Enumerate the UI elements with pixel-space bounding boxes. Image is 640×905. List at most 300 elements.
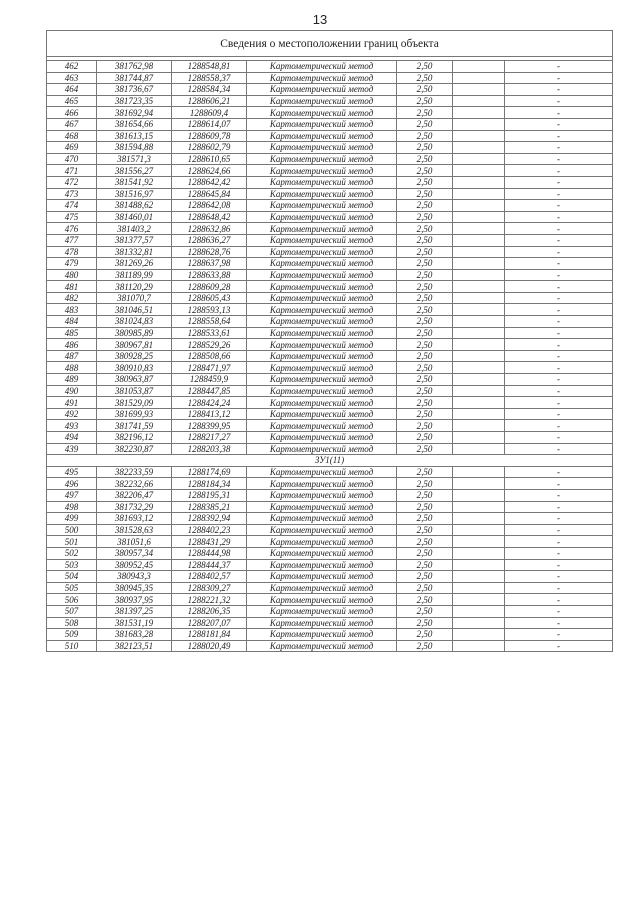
y-coordinate-cell: 1288605,43 — [172, 292, 247, 304]
y-coordinate-cell: 1288602,79 — [172, 142, 247, 154]
point-number-cell: 498 — [47, 501, 97, 513]
y-coordinate-cell: 1288609,78 — [172, 130, 247, 142]
x-coordinate-cell: 382206,47 — [97, 489, 172, 501]
point-row — [47, 374, 613, 386]
y-coordinate-cell: 1288533,61 — [172, 327, 247, 339]
precision-cell: 2,50 — [397, 443, 453, 455]
point-row — [47, 234, 613, 246]
method-cell: Картометрический метод — [247, 258, 397, 270]
y-coordinate-cell: 1288207,07 — [172, 617, 247, 629]
method-cell: Картометрический метод — [247, 223, 397, 235]
description-cell: - — [505, 61, 613, 73]
precision-cell: 2,50 — [397, 327, 453, 339]
extra-cell — [453, 246, 505, 258]
x-coordinate-cell: 381654,66 — [97, 118, 172, 130]
y-coordinate-cell: 1288444,98 — [172, 547, 247, 559]
precision-cell: 2,50 — [397, 304, 453, 316]
extra-cell — [453, 443, 505, 455]
point-number-cell: 501 — [47, 536, 97, 548]
precision-cell: 2,50 — [397, 246, 453, 258]
point-number-cell: 499 — [47, 513, 97, 525]
description-cell: - — [505, 478, 613, 490]
x-coordinate-cell: 380928,25 — [97, 350, 172, 362]
description-cell: - — [505, 211, 613, 223]
method-cell: Картометрический метод — [247, 524, 397, 536]
precision-cell: 2,50 — [397, 176, 453, 188]
extra-cell — [453, 61, 505, 73]
extra-cell — [453, 153, 505, 165]
point-number-cell: 463 — [47, 72, 97, 84]
x-coordinate-cell: 382196,12 — [97, 432, 172, 444]
precision-cell: 2,50 — [397, 84, 453, 96]
method-cell: Картометрический метод — [247, 350, 397, 362]
method-cell: Картометрический метод — [247, 95, 397, 107]
precision-cell: 2,50 — [397, 211, 453, 223]
extra-cell — [453, 107, 505, 119]
method-cell: Картометрический метод — [247, 362, 397, 374]
method-cell: Картометрический метод — [247, 327, 397, 339]
point-row — [47, 524, 613, 536]
x-coordinate-cell: 381046,51 — [97, 304, 172, 316]
point-number-cell: 480 — [47, 269, 97, 281]
extra-cell — [453, 559, 505, 571]
point-number-cell: 508 — [47, 617, 97, 629]
extra-cell — [453, 200, 505, 212]
extra-cell — [453, 536, 505, 548]
y-coordinate-cell: 1288645,84 — [172, 188, 247, 200]
method-cell: Картометрический метод — [247, 200, 397, 212]
extra-cell — [453, 385, 505, 397]
extra-cell — [453, 292, 505, 304]
extra-cell — [453, 605, 505, 617]
y-coordinate-cell: 1288529,26 — [172, 339, 247, 351]
point-number-cell: 473 — [47, 188, 97, 200]
x-coordinate-cell: 381397,25 — [97, 605, 172, 617]
description-cell: - — [505, 95, 613, 107]
x-coordinate-cell: 381699,93 — [97, 408, 172, 420]
x-coordinate-cell: 382232,66 — [97, 478, 172, 490]
y-coordinate-cell: 1288593,13 — [172, 304, 247, 316]
x-coordinate-cell: 381556,27 — [97, 165, 172, 177]
description-cell: - — [505, 420, 613, 432]
point-number-cell: 494 — [47, 432, 97, 444]
precision-cell: 2,50 — [397, 165, 453, 177]
point-number-cell: 496 — [47, 478, 97, 490]
extra-cell — [453, 594, 505, 606]
precision-cell: 2,50 — [397, 95, 453, 107]
point-number-cell: 497 — [47, 489, 97, 501]
description-cell: - — [505, 176, 613, 188]
method-cell: Картометрический метод — [247, 571, 397, 583]
point-number-cell: 488 — [47, 362, 97, 374]
y-coordinate-cell: 1288020,49 — [172, 640, 247, 652]
point-number-cell: 509 — [47, 629, 97, 641]
description-cell: - — [505, 571, 613, 583]
description-cell: - — [505, 443, 613, 455]
x-coordinate-cell: 380957,34 — [97, 547, 172, 559]
description-cell: - — [505, 385, 613, 397]
point-number-cell: 477 — [47, 234, 97, 246]
point-number-cell: 505 — [47, 582, 97, 594]
description-cell: - — [505, 188, 613, 200]
precision-cell: 2,50 — [397, 559, 453, 571]
point-row — [47, 513, 613, 525]
point-number-cell: 493 — [47, 420, 97, 432]
x-coordinate-cell: 381594,88 — [97, 142, 172, 154]
description-cell: - — [505, 165, 613, 177]
point-number-cell: 471 — [47, 165, 97, 177]
precision-cell: 2,50 — [397, 420, 453, 432]
description-cell: - — [505, 269, 613, 281]
point-number-cell: 469 — [47, 142, 97, 154]
description-cell: - — [505, 107, 613, 119]
x-coordinate-cell: 381516,97 — [97, 188, 172, 200]
extra-cell — [453, 362, 505, 374]
description-cell: - — [505, 466, 613, 478]
y-coordinate-cell: 1288309,27 — [172, 582, 247, 594]
point-number-cell: 502 — [47, 547, 97, 559]
extra-cell — [453, 397, 505, 409]
point-number-cell: 487 — [47, 350, 97, 362]
extra-cell — [453, 571, 505, 583]
method-cell: Картометрический метод — [247, 304, 397, 316]
precision-cell: 2,50 — [397, 350, 453, 362]
x-coordinate-cell: 381070,7 — [97, 292, 172, 304]
point-number-cell: 503 — [47, 559, 97, 571]
extra-cell — [453, 84, 505, 96]
method-cell: Картометрический метод — [247, 605, 397, 617]
x-coordinate-cell: 381571,3 — [97, 153, 172, 165]
method-cell: Картометрический метод — [247, 84, 397, 96]
y-coordinate-cell: 1288217,27 — [172, 432, 247, 444]
method-cell: Картометрический метод — [247, 547, 397, 559]
description-cell: - — [505, 142, 613, 154]
method-cell: Картометрический метод — [247, 142, 397, 154]
precision-cell: 2,50 — [397, 118, 453, 130]
point-number-cell: 482 — [47, 292, 97, 304]
y-coordinate-cell: 1288399,95 — [172, 420, 247, 432]
y-coordinate-cell: 1288221,32 — [172, 594, 247, 606]
precision-cell: 2,50 — [397, 188, 453, 200]
y-coordinate-cell: 1288609,28 — [172, 281, 247, 293]
extra-cell — [453, 582, 505, 594]
method-cell: Картометрический метод — [247, 188, 397, 200]
point-row — [47, 478, 613, 490]
y-coordinate-cell: 1288206,35 — [172, 605, 247, 617]
x-coordinate-cell: 381541,92 — [97, 176, 172, 188]
method-cell: Картометрический метод — [247, 269, 397, 281]
extra-cell — [453, 234, 505, 246]
point-row — [47, 432, 613, 444]
point-number-cell: 472 — [47, 176, 97, 188]
extra-cell — [453, 304, 505, 316]
point-number-cell: 464 — [47, 84, 97, 96]
x-coordinate-cell: 381741,59 — [97, 420, 172, 432]
extra-cell — [453, 501, 505, 513]
description-cell: - — [505, 84, 613, 96]
method-cell: Картометрический метод — [247, 536, 397, 548]
page-number: 13 — [312, 12, 328, 27]
y-coordinate-cell: 1288633,88 — [172, 269, 247, 281]
extra-cell — [453, 269, 505, 281]
point-number-cell: 478 — [47, 246, 97, 258]
method-cell: Картометрический метод — [247, 617, 397, 629]
point-row — [47, 547, 613, 559]
precision-cell: 2,50 — [397, 547, 453, 559]
x-coordinate-cell: 380945,35 — [97, 582, 172, 594]
y-coordinate-cell: 1288471,97 — [172, 362, 247, 374]
y-coordinate-cell: 1288444,37 — [172, 559, 247, 571]
x-coordinate-cell: 381529,09 — [97, 397, 172, 409]
x-coordinate-cell: 381732,29 — [97, 501, 172, 513]
x-coordinate-cell: 381269,26 — [97, 258, 172, 270]
table-title-row — [47, 31, 613, 57]
method-cell: Картометрический метод — [247, 234, 397, 246]
point-row — [47, 327, 613, 339]
description-cell: - — [505, 501, 613, 513]
point-row — [47, 536, 613, 548]
section-label: ЗУ1(11) — [47, 455, 613, 467]
point-number-cell: 485 — [47, 327, 97, 339]
description-cell: - — [505, 153, 613, 165]
point-row — [47, 304, 613, 316]
point-number-cell: 481 — [47, 281, 97, 293]
point-number-cell: 465 — [47, 95, 97, 107]
y-coordinate-cell: 1288632,86 — [172, 223, 247, 235]
point-row — [47, 385, 613, 397]
precision-cell: 2,50 — [397, 513, 453, 525]
extra-cell — [453, 420, 505, 432]
extra-cell — [453, 478, 505, 490]
method-cell: Картометрический метод — [247, 72, 397, 84]
description-cell: - — [505, 408, 613, 420]
point-row — [47, 211, 613, 223]
x-coordinate-cell: 381460,01 — [97, 211, 172, 223]
description-cell: - — [505, 72, 613, 84]
precision-cell: 2,50 — [397, 594, 453, 606]
y-coordinate-cell: 1288624,66 — [172, 165, 247, 177]
point-row — [47, 258, 613, 270]
x-coordinate-cell: 381613,15 — [97, 130, 172, 142]
method-cell: Картометрический метод — [247, 292, 397, 304]
point-row — [47, 142, 613, 154]
extra-cell — [453, 281, 505, 293]
description-cell: - — [505, 118, 613, 130]
point-row — [47, 223, 613, 235]
y-coordinate-cell: 1288609,4 — [172, 107, 247, 119]
method-cell: Картометрический метод — [247, 107, 397, 119]
extra-cell — [453, 327, 505, 339]
point-row — [47, 188, 613, 200]
method-cell: Картометрический метод — [247, 281, 397, 293]
extra-cell — [453, 339, 505, 351]
precision-cell: 2,50 — [397, 571, 453, 583]
x-coordinate-cell: 381403,2 — [97, 223, 172, 235]
y-coordinate-cell: 1288195,31 — [172, 489, 247, 501]
x-coordinate-cell: 381120,29 — [97, 281, 172, 293]
x-coordinate-cell: 382233,59 — [97, 466, 172, 478]
point-row — [47, 118, 613, 130]
y-coordinate-cell: 1288385,21 — [172, 501, 247, 513]
x-coordinate-cell: 382230,87 — [97, 443, 172, 455]
point-number-cell: 483 — [47, 304, 97, 316]
extra-cell — [453, 547, 505, 559]
y-coordinate-cell: 1288614,07 — [172, 118, 247, 130]
precision-cell: 2,50 — [397, 582, 453, 594]
precision-cell: 2,50 — [397, 281, 453, 293]
x-coordinate-cell: 381528,63 — [97, 524, 172, 536]
point-row — [47, 95, 613, 107]
extra-cell — [453, 408, 505, 420]
y-coordinate-cell: 1288402,23 — [172, 524, 247, 536]
point-row — [47, 594, 613, 606]
point-number-cell: 500 — [47, 524, 97, 536]
precision-cell: 2,50 — [397, 316, 453, 328]
extra-cell — [453, 142, 505, 154]
point-row — [47, 640, 613, 652]
precision-cell: 2,50 — [397, 200, 453, 212]
y-coordinate-cell: 1288648,42 — [172, 211, 247, 223]
point-row — [47, 200, 613, 212]
section-row — [47, 455, 613, 467]
table-title: Сведения о местоположении границ объекта — [47, 31, 613, 57]
x-coordinate-cell: 381683,28 — [97, 629, 172, 641]
y-coordinate-cell: 1288628,76 — [172, 246, 247, 258]
point-number-cell: 468 — [47, 130, 97, 142]
description-cell: - — [505, 547, 613, 559]
point-row — [47, 130, 613, 142]
method-cell: Картометрический метод — [247, 339, 397, 351]
extra-cell — [453, 72, 505, 84]
description-cell: - — [505, 629, 613, 641]
x-coordinate-cell: 381053,87 — [97, 385, 172, 397]
method-cell: Картометрический метод — [247, 640, 397, 652]
method-cell: Картометрический метод — [247, 594, 397, 606]
precision-cell: 2,50 — [397, 489, 453, 501]
precision-cell: 2,50 — [397, 234, 453, 246]
point-row — [47, 466, 613, 478]
description-cell: - — [505, 281, 613, 293]
precision-cell: 2,50 — [397, 617, 453, 629]
method-cell: Картометрический метод — [247, 397, 397, 409]
x-coordinate-cell: 381051,6 — [97, 536, 172, 548]
precision-cell: 2,50 — [397, 223, 453, 235]
extra-cell — [453, 188, 505, 200]
method-cell: Картометрический метод — [247, 559, 397, 571]
point-number-cell: 470 — [47, 153, 97, 165]
y-coordinate-cell: 1288642,42 — [172, 176, 247, 188]
description-cell: - — [505, 489, 613, 501]
precision-cell: 2,50 — [397, 142, 453, 154]
y-coordinate-cell: 1288548,81 — [172, 61, 247, 73]
y-coordinate-cell: 1288610,65 — [172, 153, 247, 165]
description-cell: - — [505, 362, 613, 374]
precision-cell: 2,50 — [397, 501, 453, 513]
method-cell: Картометрический метод — [247, 629, 397, 641]
point-row — [47, 571, 613, 583]
point-number-cell: 489 — [47, 374, 97, 386]
method-cell: Картометрический метод — [247, 501, 397, 513]
y-coordinate-cell: 1288424,24 — [172, 397, 247, 409]
extra-cell — [453, 130, 505, 142]
x-coordinate-cell: 381488,62 — [97, 200, 172, 212]
x-coordinate-cell: 380963,87 — [97, 374, 172, 386]
point-number-cell: 486 — [47, 339, 97, 351]
x-coordinate-cell: 381744,87 — [97, 72, 172, 84]
precision-cell: 2,50 — [397, 292, 453, 304]
point-number-cell: 491 — [47, 397, 97, 409]
point-number-cell: 495 — [47, 466, 97, 478]
y-coordinate-cell: 1288636,27 — [172, 234, 247, 246]
description-cell: - — [505, 617, 613, 629]
x-coordinate-cell: 380937,95 — [97, 594, 172, 606]
extra-cell — [453, 118, 505, 130]
x-coordinate-cell: 380985,89 — [97, 327, 172, 339]
point-number-cell: 467 — [47, 118, 97, 130]
method-cell: Картометрический метод — [247, 153, 397, 165]
extra-cell — [453, 466, 505, 478]
description-cell: - — [505, 130, 613, 142]
point-row — [47, 61, 613, 73]
description-cell: - — [505, 316, 613, 328]
x-coordinate-cell: 381531,19 — [97, 617, 172, 629]
precision-cell: 2,50 — [397, 130, 453, 142]
precision-cell: 2,50 — [397, 362, 453, 374]
method-cell: Картометрический метод — [247, 118, 397, 130]
point-row — [47, 420, 613, 432]
point-row — [47, 281, 613, 293]
description-cell: - — [505, 200, 613, 212]
x-coordinate-cell: 381332,81 — [97, 246, 172, 258]
method-cell: Картометрический метод — [247, 61, 397, 73]
extra-cell — [453, 350, 505, 362]
description-cell: - — [505, 432, 613, 444]
point-number-cell: 474 — [47, 200, 97, 212]
y-coordinate-cell: 1288431,29 — [172, 536, 247, 548]
point-row — [47, 501, 613, 513]
extra-cell — [453, 513, 505, 525]
point-number-cell: 506 — [47, 594, 97, 606]
point-row — [47, 489, 613, 501]
point-row — [47, 559, 613, 571]
point-number-cell: 484 — [47, 316, 97, 328]
x-coordinate-cell: 381762,98 — [97, 61, 172, 73]
y-coordinate-cell: 1288402,57 — [172, 571, 247, 583]
point-row — [47, 629, 613, 641]
y-coordinate-cell: 1288174,69 — [172, 466, 247, 478]
point-number-cell: 439 — [47, 443, 97, 455]
precision-cell: 2,50 — [397, 385, 453, 397]
y-coordinate-cell: 1288558,64 — [172, 316, 247, 328]
method-cell: Картометрический метод — [247, 443, 397, 455]
description-cell: - — [505, 397, 613, 409]
x-coordinate-cell: 382123,51 — [97, 640, 172, 652]
point-number-cell: 504 — [47, 571, 97, 583]
y-coordinate-cell: 1288447,85 — [172, 385, 247, 397]
y-coordinate-cell: 1288203,38 — [172, 443, 247, 455]
description-cell: - — [505, 350, 613, 362]
method-cell: Картометрический метод — [247, 466, 397, 478]
description-cell: - — [505, 374, 613, 386]
extra-cell — [453, 524, 505, 536]
point-row — [47, 408, 613, 420]
y-coordinate-cell: 1288392,94 — [172, 513, 247, 525]
point-row — [47, 350, 613, 362]
point-row — [47, 443, 613, 455]
method-cell: Картометрический метод — [247, 582, 397, 594]
point-row — [47, 107, 613, 119]
precision-cell: 2,50 — [397, 524, 453, 536]
